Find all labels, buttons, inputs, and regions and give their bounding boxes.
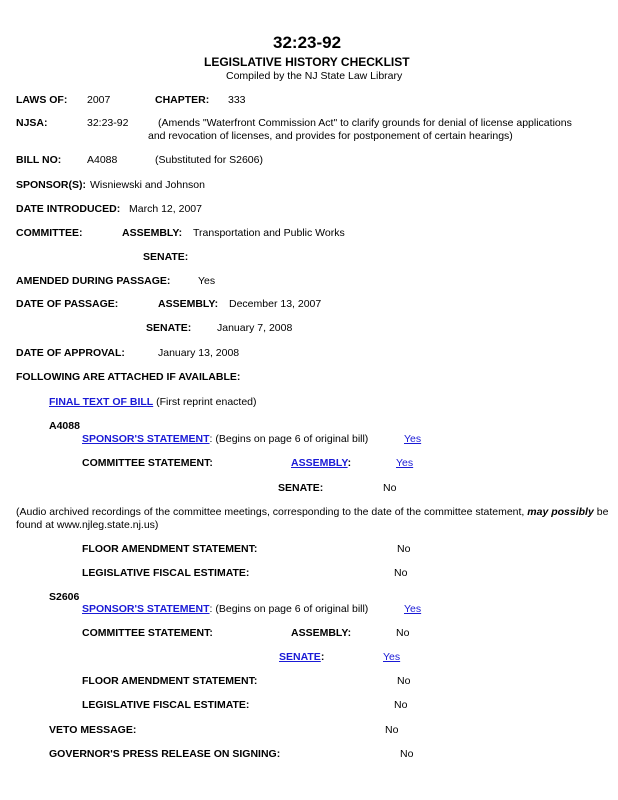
a4088-assembly-yes-link[interactable]: Yes <box>396 457 414 469</box>
date-of-passage-label: DATE OF PASSAGE: <box>16 298 119 310</box>
s2606-sponsor-row <box>82 603 368 616</box>
s2606-fiscal-estimate-value: No <box>394 699 408 711</box>
a4088-senate-value: No <box>383 482 397 494</box>
audio-note-emphasis: may possibly <box>527 506 594 518</box>
s2606-senate-row <box>279 651 324 664</box>
a4088-floor-amendment-label: FLOOR AMENDMENT STATEMENT: <box>82 543 258 555</box>
sponsors-value: Wisniewski and Johnson <box>90 179 205 191</box>
bill-substituted-note: (Substituted for S2606) <box>155 154 263 166</box>
chapter-label: CHAPTER: <box>155 94 210 106</box>
passage-assembly-label: ASSEMBLY: <box>158 298 219 310</box>
audio-note-tail: be <box>596 506 609 518</box>
a4088-sponsor-note: : (Begins on page 6 of original bill) <box>209 433 369 445</box>
committee-assembly-value: Transportation and Public Works <box>193 227 345 239</box>
veto-message-label: VETO MESSAGE: <box>49 724 137 736</box>
veto-message-value: No <box>385 724 399 736</box>
a4088-committee-statement-label: COMMITTEE STATEMENT: <box>82 457 213 469</box>
njsa-value: 32:23-92 <box>87 117 129 129</box>
s2606-sponsor-note: : (Begins on page 6 of original bill) <box>209 603 369 615</box>
s2606-assembly-label: ASSEMBLY: <box>291 627 352 639</box>
a4088-assembly-row <box>291 457 351 470</box>
audio-note-line2: found at www.njleg.state.nj.us) <box>16 519 159 531</box>
s2606-sponsor-yes-link[interactable]: Yes <box>404 603 422 615</box>
final-text-link[interactable]: FINAL TEXT OF BILL <box>49 396 154 408</box>
laws-of-value: 2007 <box>87 94 111 106</box>
bill-no-label: BILL NO: <box>16 154 62 166</box>
a4088-label: A4088 <box>49 420 80 432</box>
s2606-senate-colon: : <box>320 651 325 663</box>
a4088-assembly-link[interactable]: ASSEMBLY <box>291 457 348 469</box>
s2606-committee-statement-label: COMMITTEE STATEMENT: <box>82 627 213 639</box>
s2606-assembly-value: No <box>396 627 410 639</box>
committee-assembly-label: ASSEMBLY: <box>122 227 183 239</box>
date-introduced-label: DATE INTRODUCED: <box>16 203 121 215</box>
a4088-floor-amendment-value: No <box>397 543 411 555</box>
date-of-approval-label: DATE OF APPROVAL: <box>16 347 125 359</box>
passage-senate-value: January 7, 2008 <box>217 322 293 334</box>
audio-note-line1 <box>16 506 608 519</box>
attached-heading: FOLLOWING ARE ATTACHED IF AVAILABLE: <box>16 371 241 383</box>
s2606-label: S2606 <box>49 591 80 603</box>
s2606-sponsor-statement-link[interactable]: SPONSOR'S STATEMENT <box>82 603 210 615</box>
njsa-label: NJSA: <box>16 117 48 129</box>
date-introduced-value: March 12, 2007 <box>129 203 202 215</box>
s2606-floor-amendment-value: No <box>397 675 411 687</box>
a4088-fiscal-estimate-label: LEGISLATIVE FISCAL ESTIMATE: <box>82 567 250 579</box>
a4088-fiscal-estimate-value: No <box>394 567 408 579</box>
press-release-value: No <box>400 748 414 760</box>
audio-note-text: (Audio archived recordings of the committee meetings, corresponding to the date of the committee statement, <box>16 506 525 518</box>
laws-of-label: LAWS OF: <box>16 94 68 106</box>
passage-assembly-value: December 13, 2007 <box>229 298 322 310</box>
final-text-note: (First reprint enacted) <box>156 396 257 408</box>
s2606-senate-link[interactable]: SENATE <box>279 651 321 663</box>
njsa-description-line2: and revocation of licenses, and provides for postponement of certain hearings) <box>148 130 513 142</box>
s2606-floor-amendment-label: FLOOR AMENDMENT STATEMENT: <box>82 675 258 687</box>
press-release-label: GOVERNOR'S PRESS RELEASE ON SIGNING: <box>49 748 281 760</box>
a4088-senate-label: SENATE: <box>278 482 324 494</box>
a4088-assembly-colon: : <box>347 457 352 469</box>
compiled-by: Compiled by the NJ State Law Library <box>226 70 403 82</box>
njsa-description-line1: (Amends "Waterfront Commission Act" to clarify grounds for denial of license applications <box>158 117 572 129</box>
date-of-approval-value: January 13, 2008 <box>158 347 240 359</box>
a4088-sponsor-statement-link[interactable]: SPONSOR'S STATEMENT <box>82 433 210 445</box>
a4088-sponsor-row <box>82 433 368 446</box>
chapter-value: 333 <box>228 94 246 106</box>
s2606-fiscal-estimate-label: LEGISLATIVE FISCAL ESTIMATE: <box>82 699 250 711</box>
committee-label: COMMITTEE: <box>16 227 83 239</box>
passage-senate-label: SENATE: <box>146 322 192 334</box>
amended-value: Yes <box>198 275 216 287</box>
a4088-sponsor-yes-link[interactable]: Yes <box>404 433 422 445</box>
committee-senate-label: SENATE: <box>143 251 189 263</box>
amended-label: AMENDED DURING PASSAGE: <box>16 275 171 287</box>
sponsors-label: SPONSOR(S): <box>16 179 87 191</box>
bill-no-value: A4088 <box>87 154 118 166</box>
page-title: LEGISLATIVE HISTORY CHECKLIST <box>204 55 410 69</box>
page-number-title: 32:23-92 <box>273 33 342 52</box>
final-text-row <box>49 396 257 409</box>
s2606-senate-yes-link[interactable]: Yes <box>383 651 401 663</box>
